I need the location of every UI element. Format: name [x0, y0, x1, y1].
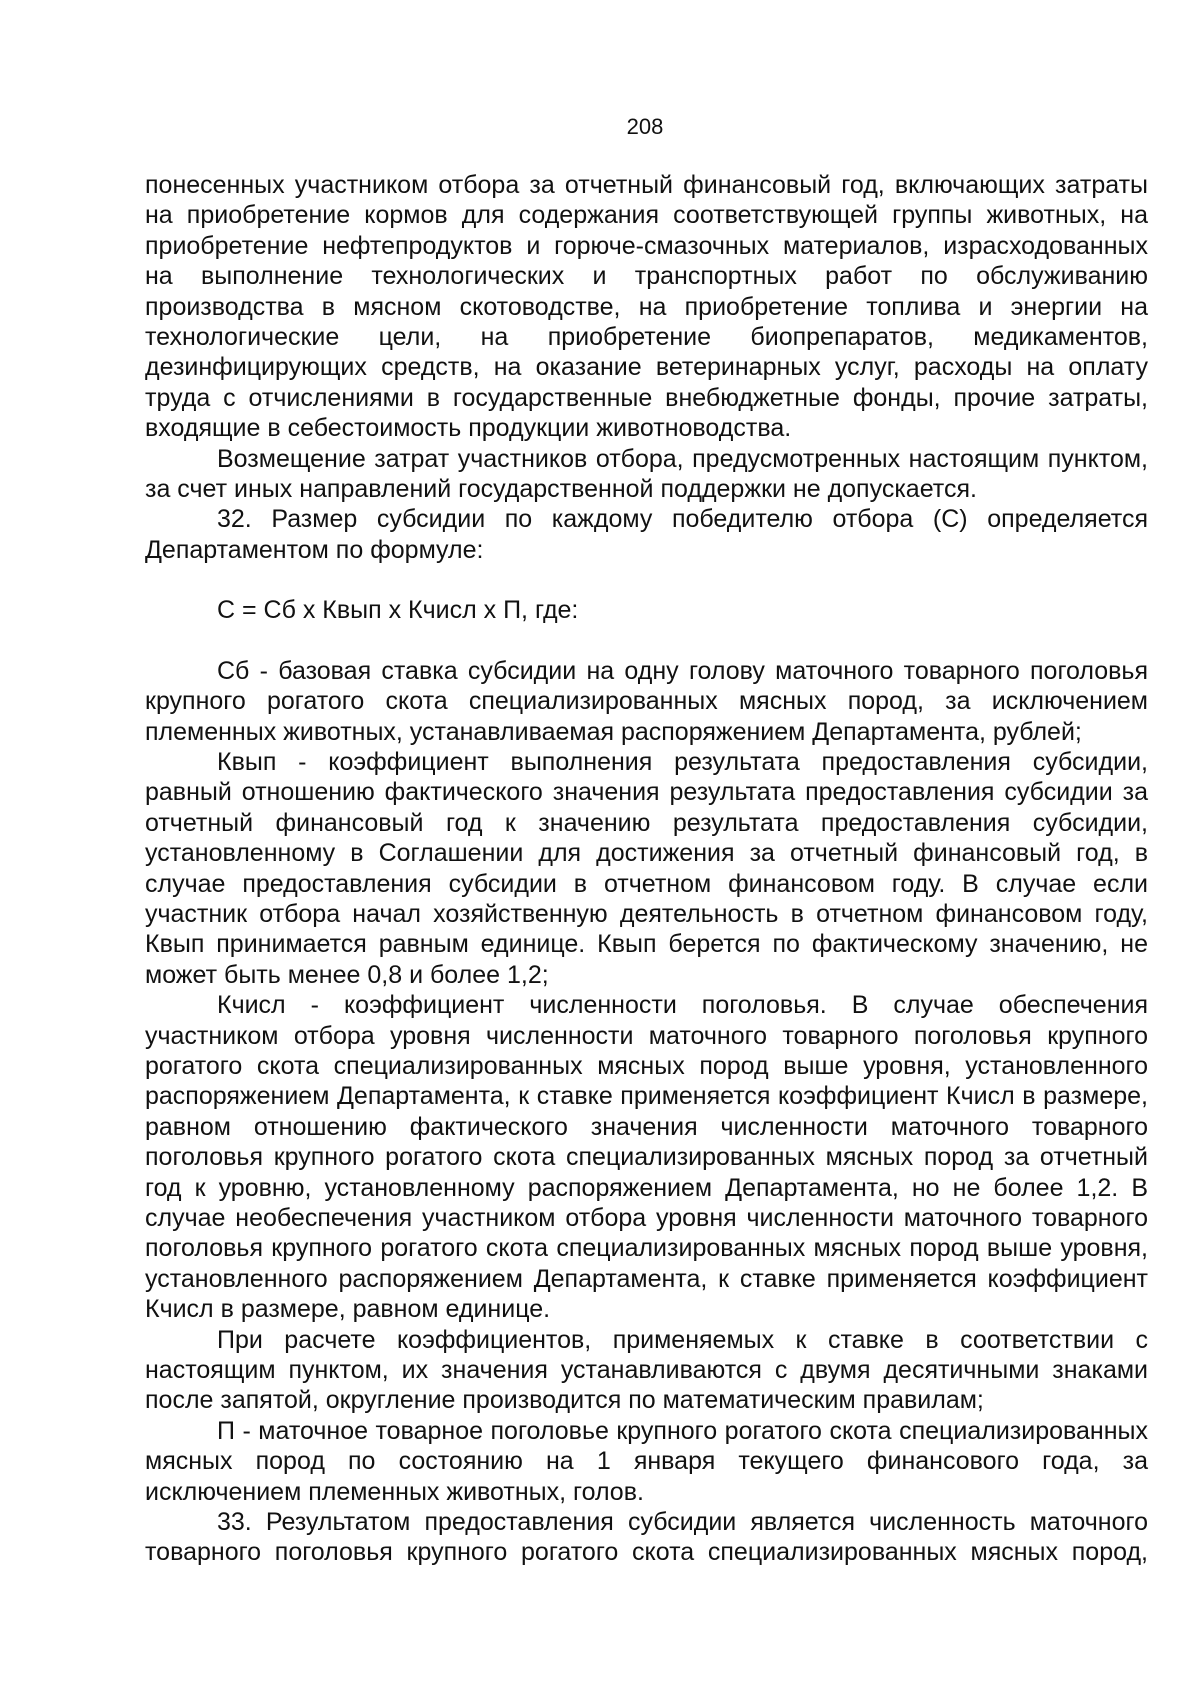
paragraph-costs-continuation: понесенных участником отбора за отчетный финансовый год, включающих затраты на приобретение кормов для содержания соответствующей группы животных, на приобретение нефтепродуктов и горюче-смазочных материалов, израсходованных на выполнение технологических и транспортных работ по обслуживанию производства в мясном скотоводстве, на приобретение топлива и энергии на технологические цели, на приобретение биопрепаратов, медикаментов, дезинфицирующих средств, на оказание ветеринарных услуг, расходы на оплату труда с отчислениями в государственные внебюджетные фонды, прочие затраты, входящие в себестоимость продукции животноводства. — [145, 171, 1148, 443]
page-number: 208 — [626, 114, 664, 139]
paragraph-item-32: 32. Размер субсидии по каждому победителю отбора (С) определяется Департаментом по формуле: — [145, 505, 1148, 564]
paragraph-item-33: 33. Результатом предоставления субсидии является численность маточного товарного поголовья крупного рогатого скота специализированных мясных пород, — [145, 1508, 1148, 1567]
paragraph-coefficient-rounding: При расчете коэффициентов, применяемых к ставке в соответствии с настоящим пунктом, их значения устанавливаются с двумя десятичными знаками после запятой, округление производится по математическим правилам; — [145, 1325, 1148, 1415]
definition-kchisl: Кчисл - коэффициент численности поголовья. В случае обеспечения участником отбора уровня численности маточного товарного поголовья крупного рогатого скота специализированных мясных пород выше уровня, установленного распоряжением Департамента, к ставке применяется коэффициент Кчисл в размере, равном отношению фактического значения численности маточного товарного поголовья крупного рогатого скота специализированных мясных пород за отчетный год к уровню, установленному распоряжением Департамента, но не более 1,2. В случае необеспечения участником отбора уровня численности маточного товарного поголовья крупного рогатого скота специализированных мясных пород выше уровня, установленного распоряжением Департамента, к ставке применяется коэффициент Кчисл в размере, равном единице. — [145, 991, 1148, 1324]
definition-p: П - маточное товарное поголовье крупного рогатого скота специализированных мясных пород по состоянию на 1 января текущего финансового года, за исключением племенных животных, голов. — [145, 1416, 1148, 1506]
document-body — [145, 170, 1148, 1568]
definition-sb: Сб - базовая ставка субсидии на одну голову маточного товарного поголовья крупного рогатого скота специализированных мясных пород, за исключением племенных животных, устанавливаемая распоряжением Департамента, рублей; — [145, 656, 1148, 746]
definition-kvyp: Квып - коэффициент выполнения результата предоставления субсидии, равный отношению фактического значения результата предоставления субсидии за отчетный финансовый год к значению результата предоставления субсидии, установленному в Соглашении для достижения за отчетный финансовый год, в случае предоставления субсидии в отчетном финансовом году. В случае если участник отбора начал хозяйственную деятельность в отчетном финансовом году, Квып принимается равным единице. Квып берется по фактическому значению, не может быть менее 0,8 и более 1,2; — [145, 747, 1148, 989]
paragraph-reimbursement-restriction: Возмещение затрат участников отбора, предусмотренных настоящим пунктом, за счет иных направлений государственной поддержки не допускается. — [145, 444, 1148, 504]
subsidy-formula: С = Сб х Квып х Кчисл х П, где: — [217, 596, 579, 625]
